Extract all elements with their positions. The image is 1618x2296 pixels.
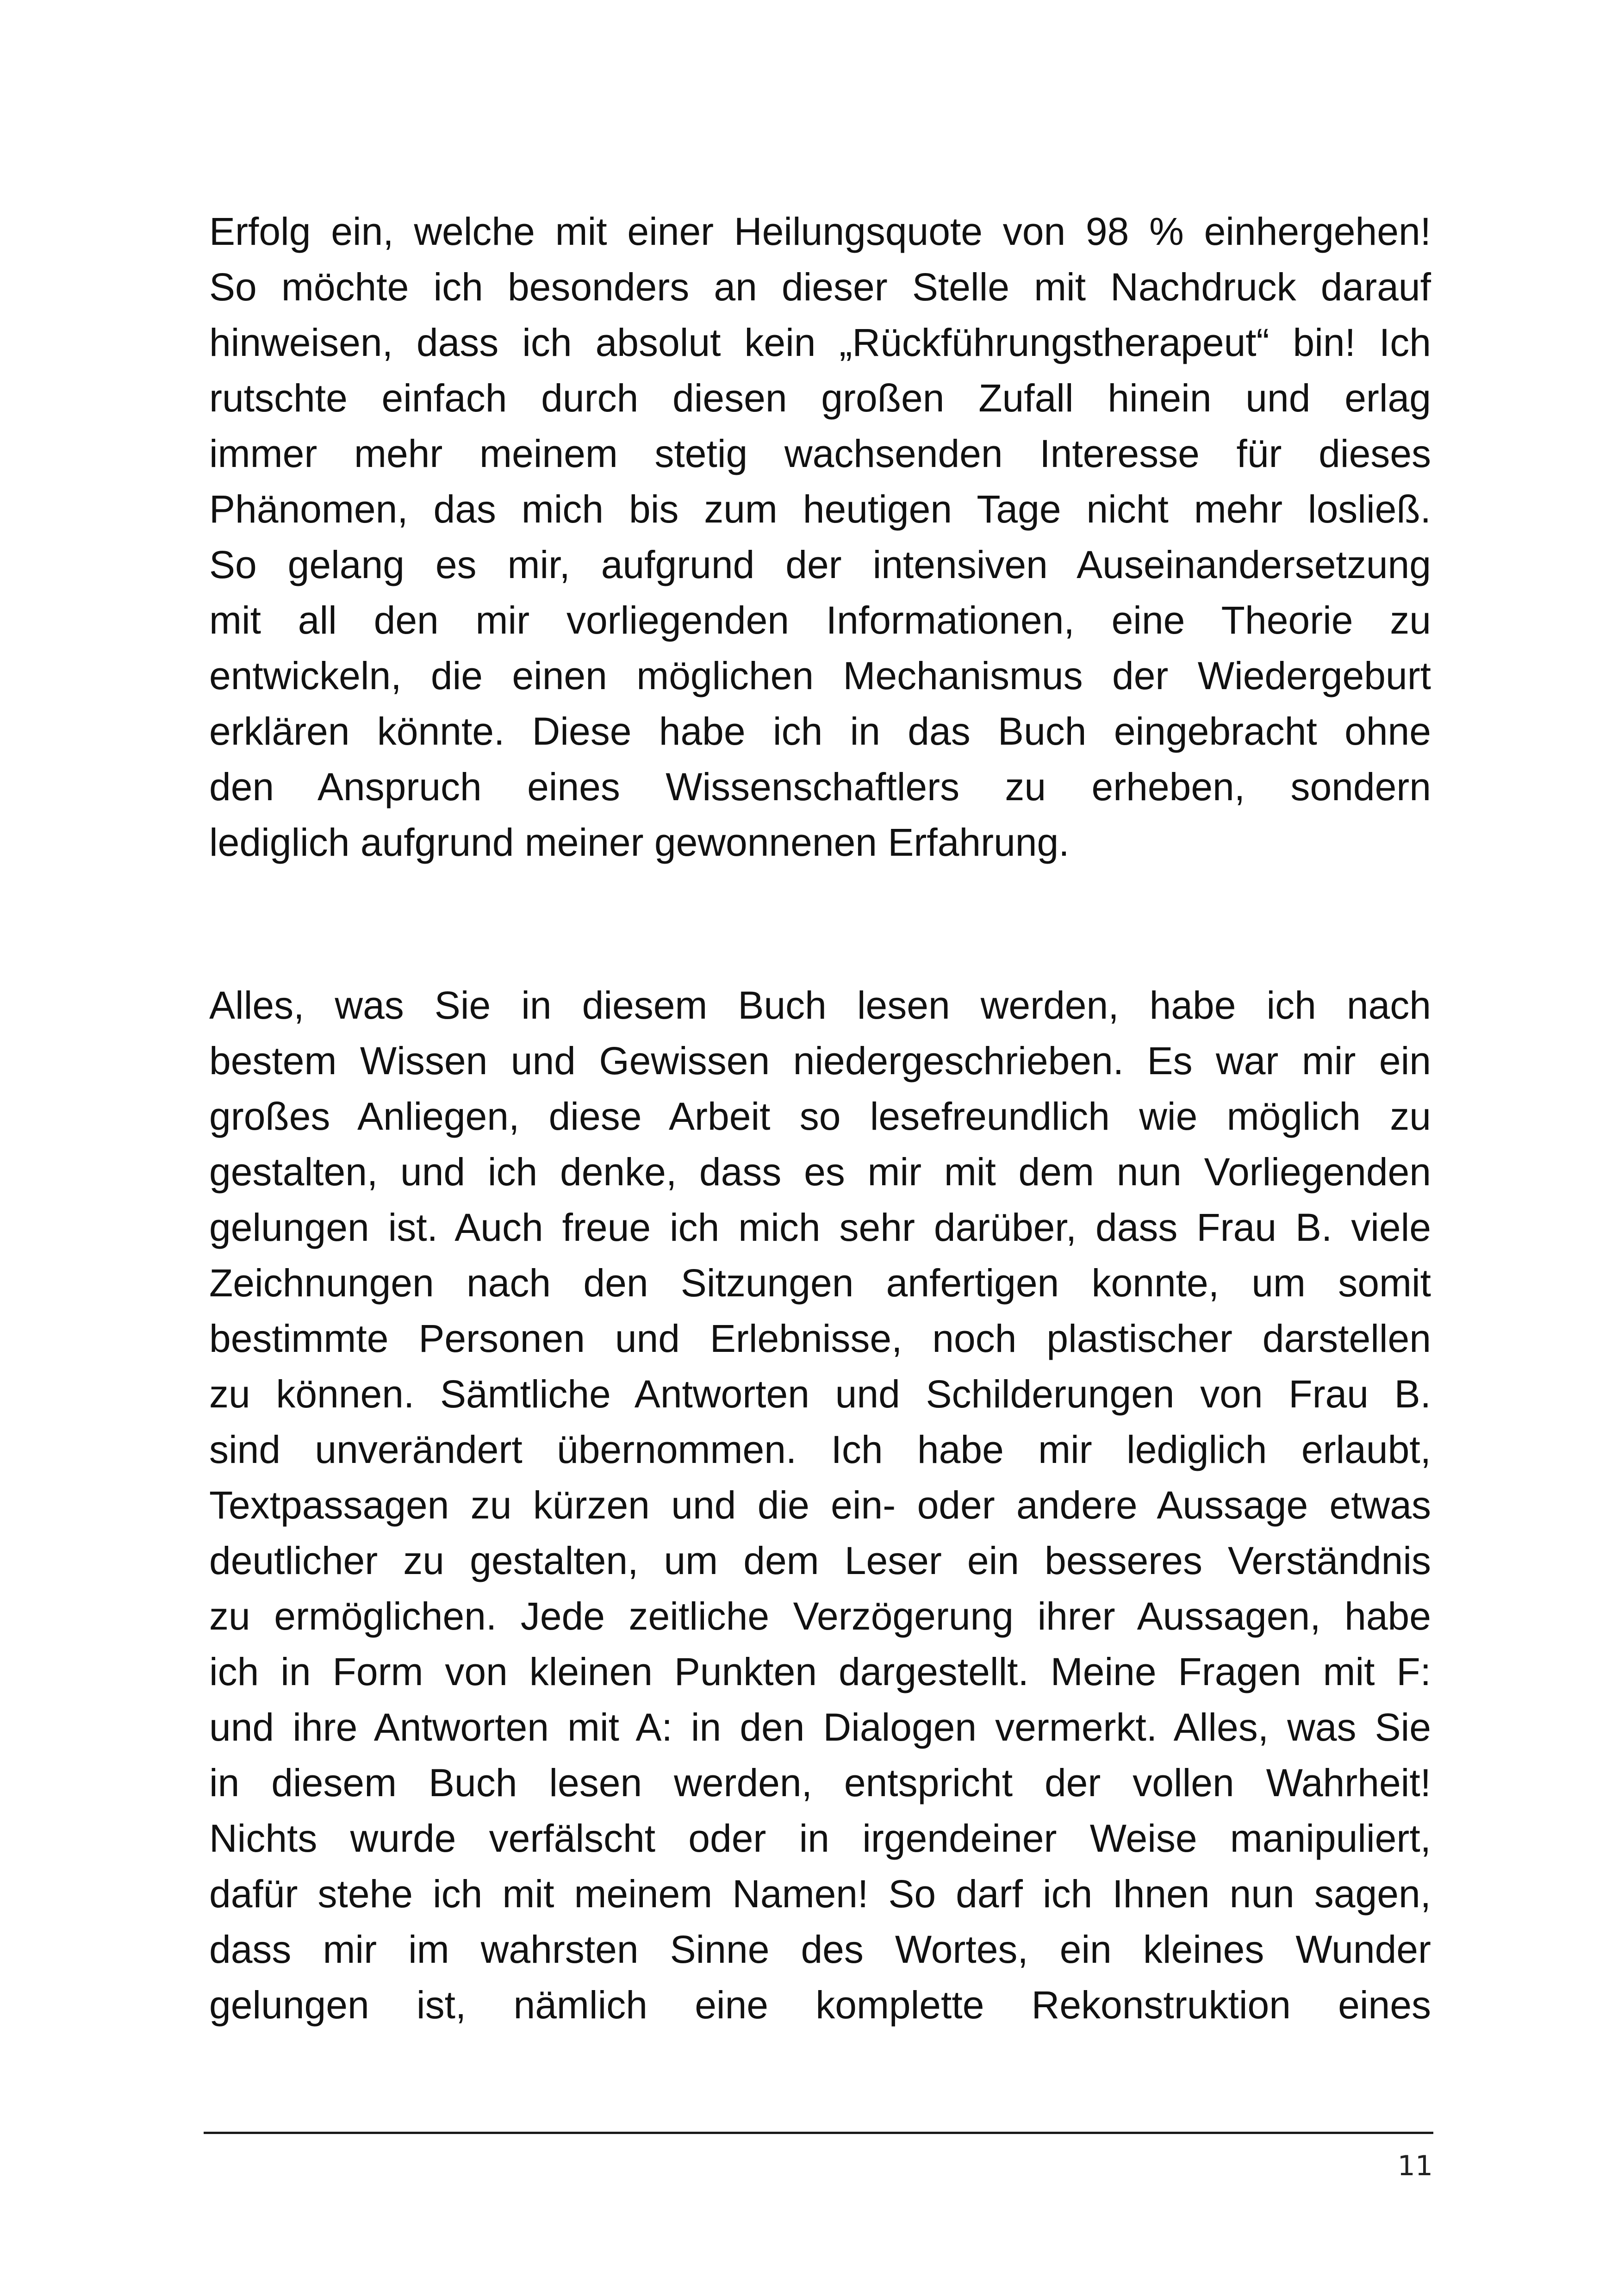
text-line: immer mehr meinem stetig wachsenden Interesse für dieses (209, 432, 1431, 475)
text-line: gelungen ist. Auch freue ich mich sehr darüber, dass Frau B. viele (209, 1206, 1431, 1249)
text-line: in diesem Buch lesen werden, entspricht der vollen Wahrheit! (209, 1761, 1431, 1804)
text-line: großes Anliegen, diese Arbeit so lesefreundlich wie möglich zu (209, 1095, 1431, 1138)
text-line: deutlicher zu gestalten, um dem Leser ein besseres Verständnis (209, 1539, 1431, 1582)
page-number: 11 (1397, 2150, 1433, 2182)
text-line: und ihre Antworten mit A: in den Dialogen vermerkt. Alles, was Sie (209, 1705, 1431, 1749)
text-line: den Anspruch eines Wissenschaftlers zu erheben, sondern (209, 765, 1431, 809)
text-line: sind unverändert übernommen. Ich habe mir lediglich erlaubt, (209, 1428, 1431, 1471)
text-line: dass mir im wahrsten Sinne des Wortes, ein kleines Wunder (209, 1928, 1431, 1971)
text-line: hinweisen, dass ich absolut kein „Rückführungstherapeut“ bin! Ich (209, 321, 1431, 364)
text-line: Nichts wurde verfälscht oder in irgendeiner Weise manipuliert, (209, 1817, 1431, 1860)
text-line: Erfolg ein, welche mit einer Heilungsquote von 98 % einhergehen! (209, 210, 1431, 253)
text-line: bestem Wissen und Gewissen niedergeschrieben. Es war mir ein (209, 1039, 1431, 1083)
paragraph-2 (209, 977, 1431, 2033)
text-line: ich in Form von kleinen Punkten dargestellt. Meine Fragen mit F: (209, 1650, 1431, 1693)
text-line: erklären könnte. Diese habe ich in das Buch eingebracht ohne (209, 709, 1431, 753)
text-line: mit all den mir vorliegenden Informationen, eine Theorie zu (209, 598, 1431, 642)
text-line: gelungen ist, nämlich eine komplette Rekonstruktion eines (209, 1983, 1431, 2027)
text-line: dafür stehe ich mit meinem Namen! So darf ich Ihnen nun sagen, (209, 1872, 1431, 1916)
text-line: So gelang es mir, aufgrund der intensiven Auseinandersetzung (209, 543, 1431, 586)
text-line: Textpassagen zu kürzen und die ein- oder andere Aussage etwas (209, 1483, 1431, 1527)
text-line: lediglich aufgrund meiner gewonnenen Erfahrung. (209, 821, 1070, 864)
text-line: Zeichnungen nach den Sitzungen anfertigen konnte, um somit (209, 1261, 1431, 1305)
text-line: bestimmte Personen und Erlebnisse, noch plastischer darstellen (209, 1317, 1431, 1360)
text-line: gestalten, und ich denke, dass es mir mit dem nun Vorliegenden (209, 1150, 1431, 1194)
text-line: So möchte ich besonders an dieser Stelle mit Nachdruck darauf (209, 265, 1431, 309)
text-line: zu ermöglichen. Jede zeitliche Verzögerung ihrer Aussagen, habe (209, 1594, 1431, 1638)
text-line: entwickeln, die einen möglichen Mechanismus der Wiedergeburt (209, 654, 1431, 697)
text-line: rutschte einfach durch diesen großen Zufall hinein und erlag (209, 376, 1431, 420)
text-line: Alles, was Sie in diesem Buch lesen werden, habe ich nach (209, 983, 1431, 1027)
paragraph-1 (209, 204, 1431, 870)
footer-divider (204, 2132, 1433, 2134)
text-line: Phänomen, das mich bis zum heutigen Tage nicht mehr losließ. (209, 487, 1431, 531)
text-line: zu können. Sämtliche Antworten und Schilderungen von Frau B. (209, 1372, 1431, 1416)
